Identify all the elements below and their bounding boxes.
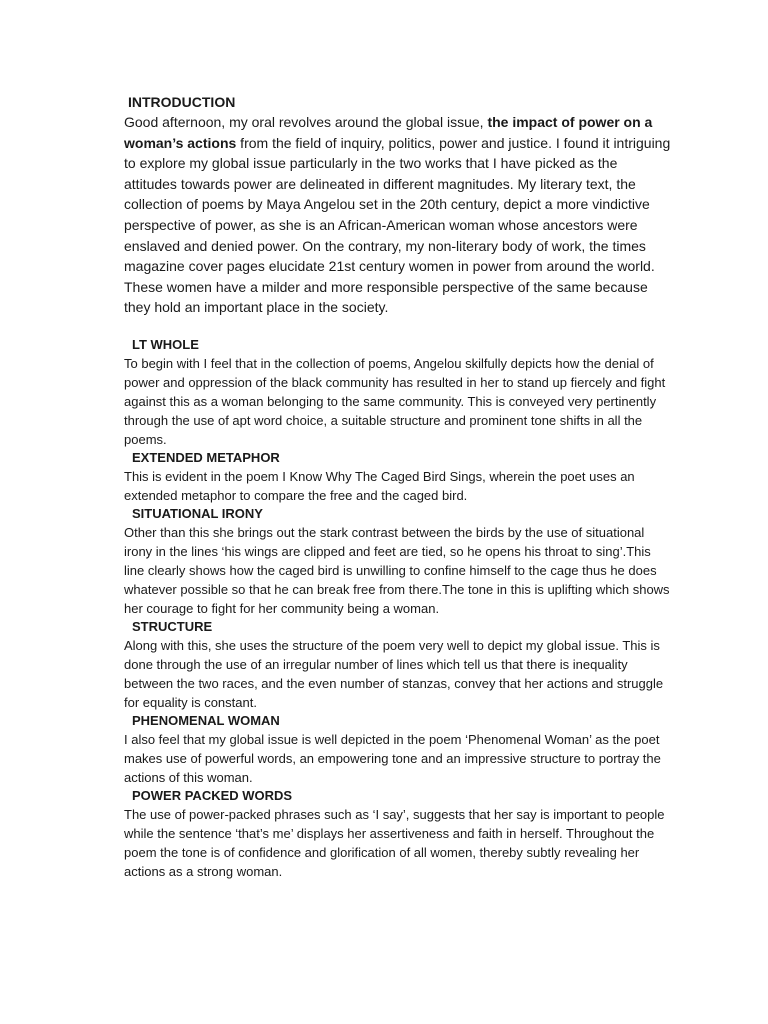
structure-paragraph: Along with this, she uses the structure of the poem very well to depict my global issue. This is done through the use of an irregular number of lines which tell us that there is inequality between the two races, and the even number of stanzas, convey that her actions and struggle for equality is constant. xyxy=(124,637,664,710)
introduction-paragraph xyxy=(124,112,672,318)
situational-irony-paragraph: Other than this she brings out the stark contrast between the birds by the use of situational irony in the lines ‘his wings are clipped and feet are tied, so he opens his throat to sing’.This line clearly shows how the caged bird is unwilling to confine himself to the cage thus he does whatever possible so that he can break free from there.The tone in this is uplifting which shows her courage to fight for her community being a woman. xyxy=(124,524,670,616)
extended-metaphor-paragraph: This is evident in the poem I Know Why The Caged Bird Sings, wherein the poet uses an extended metaphor to compare the free and the caged bird. xyxy=(124,468,635,503)
extended-metaphor-heading: EXTENDED METAPHOR xyxy=(132,449,280,465)
power-packed-words-heading: POWER PACKED WORDS xyxy=(132,787,293,803)
lt-whole-paragraph: To begin with I feel that in the collection of poems, Angelou skilfully depicts how the denial of power and oppression of the black community has resulted in her to stand up fiercely and fight against this as a woman belonging to the same community. This is conveyed very pertinently through the use of apt word choice, a suitable structure and prominent tone shifts in all the poems. xyxy=(124,355,666,447)
situational-irony-heading: SITUATIONAL IRONY xyxy=(132,505,263,521)
introduction-text-after: from the field of inquiry, politics, power and justice. I found it intriguing to explore my global issue particularly in the two works that I have picked as the attitudes towards power are delineated in different magnitudes. My literary text, the collection of poems by Maya Angelou set in the 20th century, depict a more vindictive perspective of power, as she is an African-American woman whose ancestors were enslaved and denied power. On the contrary, my non-literary body of work, the times magazine cover pages elucidate 21st century women in power from around the world. These women have a milder and more responsible perspective of the same because they hold an important place in the society. xyxy=(124,134,671,316)
structure-heading: STRUCTURE xyxy=(132,618,213,634)
document-page xyxy=(124,92,672,881)
phenomenal-woman-paragraph: I also feel that my global issue is well depicted in the poem ‘Phenomenal Woman’ as the poet makes use of powerful words, an empowering tone and an impressive structure to portray the actions of this woman. xyxy=(124,731,661,785)
introduction-text-before: Good afternoon, my oral revolves around the global issue, xyxy=(124,114,488,130)
phenomenal-woman-heading: PHENOMENAL WOMAN xyxy=(132,712,280,728)
introduction-heading: INTRODUCTION xyxy=(128,94,236,110)
lt-whole-heading: LT WHOLE xyxy=(132,336,199,352)
global-issue-highlight: the impact of power on a woman’s actions xyxy=(124,114,653,151)
power-packed-words-paragraph: The use of power-packed phrases such as ‘I say’, suggests that her say is important to people while the sentence ‘that’s me’ displays her assertiveness and faith in herself. Throughout the poem the tone is of confidence and glorification of all women, thereby subtly revealing her actions as a strong woman. xyxy=(124,806,665,879)
